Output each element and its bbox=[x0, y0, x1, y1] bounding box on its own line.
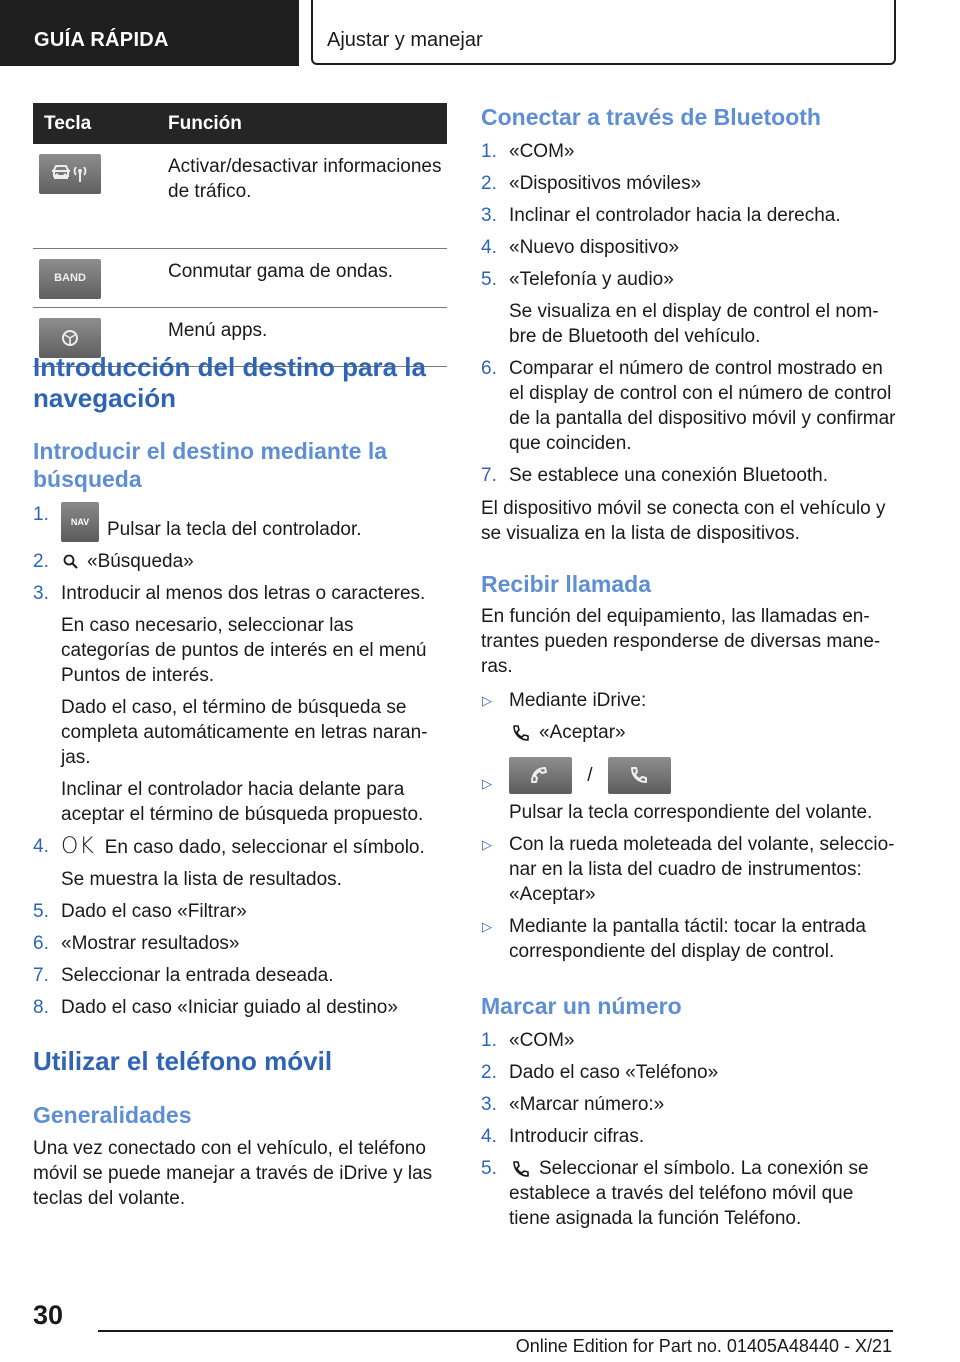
header-chapter-label: Ajustar y manejar bbox=[327, 29, 483, 51]
step-text: Dado el caso «Teléfono» bbox=[509, 1062, 719, 1083]
step-number: 5. bbox=[33, 901, 49, 922]
step-subtext: En caso necesario, seleccionar las categorías de puntos de interés en el menú Puntos de interés. bbox=[61, 615, 427, 686]
bluetooth-after-text: El dispositivo móvil se conecta con el vehículo y se visualiza en la lista de dispositivos. bbox=[481, 498, 886, 544]
step-text: Dado el caso «Iniciar guiado al destino» bbox=[61, 997, 398, 1018]
list-item bbox=[481, 1124, 897, 1149]
list-item bbox=[33, 581, 447, 827]
phone-dial-icon bbox=[511, 1159, 531, 1179]
bullet-text: Mediante iDrive: bbox=[509, 690, 647, 711]
list-item bbox=[481, 203, 897, 228]
bullet-triangle-icon: ▷ bbox=[482, 837, 492, 852]
step-text: Seleccionar el símbolo. La conexión se establece a través del teléfono móvil que tiene asignada la función Teléfono. bbox=[509, 1158, 869, 1229]
table-cell-function: Activar/desactivar informaciones de tráfico. bbox=[168, 144, 447, 248]
step-number: 2. bbox=[481, 1062, 497, 1083]
step-text: Dado el caso «Filtrar» bbox=[61, 901, 247, 922]
list-item bbox=[481, 757, 897, 825]
list-item bbox=[33, 834, 447, 892]
list-item bbox=[481, 171, 897, 196]
slash-separator: / bbox=[587, 764, 593, 786]
step-text: En caso dado, seleccionar el símbolo. bbox=[104, 837, 425, 858]
step-text: «Búsqueda» bbox=[87, 551, 194, 572]
list-item bbox=[33, 995, 447, 1020]
list-item bbox=[481, 267, 897, 349]
step-number: 4. bbox=[33, 836, 49, 857]
list-item bbox=[481, 1060, 897, 1085]
key-function-table bbox=[33, 103, 447, 367]
step-text: Comparar el número de control mostrado en el display de control con el número de control de la pantalla del dispositivo móvil y confirmar que coinciden. bbox=[509, 358, 896, 454]
step-number: 6. bbox=[33, 933, 49, 954]
list-item bbox=[33, 899, 447, 924]
list-item bbox=[481, 1092, 897, 1117]
header-section-tab bbox=[0, 0, 299, 66]
bluetooth-steps-list bbox=[481, 139, 897, 495]
list-item bbox=[481, 1156, 897, 1231]
step-text: «Dispositivos móviles» bbox=[509, 173, 702, 194]
phone-end-key-icon bbox=[608, 757, 671, 794]
bullet-text: Con la rueda moleteada del volante, seleccio‐ nar en la lista del cuadro de instrumentos: «Aceptar» bbox=[509, 834, 895, 905]
footer-edition: Online Edition for Part no. 01405A48440 - X/21 bbox=[515, 1336, 892, 1356]
nav-steps-list bbox=[33, 502, 447, 1027]
phone-section-title: Utilizar el teléfono móvil bbox=[33, 1046, 333, 1076]
step-text: Se establece una conexión Bluetooth. bbox=[509, 465, 829, 486]
step-text: «Telefonía y audio» bbox=[509, 269, 674, 290]
step-number: 1. bbox=[481, 1030, 497, 1051]
bullet-triangle-icon: ▷ bbox=[482, 776, 492, 791]
list-item bbox=[33, 502, 447, 542]
list-item bbox=[33, 963, 447, 988]
table-header-function: Función bbox=[168, 103, 447, 144]
dial-section-title: Marcar un número bbox=[481, 993, 682, 1019]
step-number: 4. bbox=[481, 1126, 497, 1147]
list-item bbox=[481, 463, 897, 488]
step-text: «COM» bbox=[509, 1030, 575, 1051]
dial-steps-list bbox=[481, 1028, 897, 1238]
phone-section-text: Una vez conectado con el vehículo, el teléfono móvil se puede manejar a través de iDrive y las teclas del volante. bbox=[33, 1138, 433, 1209]
page-number: 30 bbox=[33, 1300, 64, 1330]
step-number: 1. bbox=[481, 141, 497, 162]
table-header-key: Tecla bbox=[33, 103, 168, 144]
step-subtext: Dado el caso, el término de búsqueda se completa automáticamente en letras naran‐ jas. bbox=[61, 697, 428, 768]
receive-options-list bbox=[481, 688, 897, 971]
nav-section-subtitle: Introducir el destino mediante la búsqueda bbox=[33, 438, 388, 492]
step-text: «Nuevo dispositivo» bbox=[509, 237, 680, 258]
bullet-triangle-icon: ▷ bbox=[482, 693, 492, 708]
step-number: 3. bbox=[33, 583, 49, 604]
table-cell-function: Conmutar gama de ondas. bbox=[168, 248, 447, 307]
step-number: 1. bbox=[33, 504, 49, 525]
bullet-triangle-icon: ▷ bbox=[482, 919, 492, 934]
step-number: 3. bbox=[481, 205, 497, 226]
step-number: 8. bbox=[33, 997, 49, 1018]
list-item bbox=[481, 235, 897, 260]
step-number: 4. bbox=[481, 237, 497, 258]
step-number: 7. bbox=[481, 465, 497, 486]
step-subtext: Se visualiza en el display de control el nom‐ bre de Bluetooth del vehículo. bbox=[509, 301, 879, 347]
header-chapter-tab bbox=[311, 0, 896, 65]
bullet-subtext: Pulsar la tecla correspondiente del volante. bbox=[509, 802, 873, 823]
table-header-row bbox=[33, 103, 447, 144]
step-subtext: Inclinar el controlador hacia delante para aceptar el término de búsqueda propuesto. bbox=[61, 779, 424, 825]
band-key-icon: BAND bbox=[39, 259, 101, 299]
ok-symbol-icon: OK bbox=[61, 834, 95, 859]
phone-accept-key-icon bbox=[509, 757, 572, 794]
step-number: 3. bbox=[481, 1094, 497, 1115]
table-cell-function: Menú apps. bbox=[168, 307, 447, 366]
list-item bbox=[481, 139, 897, 164]
step-number: 7. bbox=[33, 965, 49, 986]
search-icon bbox=[63, 554, 79, 570]
table-row bbox=[33, 248, 447, 307]
list-item bbox=[481, 832, 897, 907]
step-number: 2. bbox=[481, 173, 497, 194]
table-row bbox=[33, 144, 447, 248]
phone-accept-icon bbox=[511, 723, 531, 743]
step-text: Introducir al menos dos letras o caracteres. bbox=[61, 583, 426, 604]
footer-divider bbox=[98, 1330, 893, 1332]
step-text: Seleccionar la entrada deseada. bbox=[61, 965, 334, 986]
step-number: 5. bbox=[481, 1158, 497, 1179]
step-text: Introducir cifras. bbox=[509, 1126, 645, 1147]
step-number: 5. bbox=[481, 269, 497, 290]
step-text: «COM» bbox=[509, 141, 575, 162]
phone-section-subtitle: Generalidades bbox=[33, 1102, 192, 1128]
list-item bbox=[33, 931, 447, 956]
receive-section-text: En función del equipamiento, las llamadas en‐ trantes pueden responderse de diversas mane‐ ras. bbox=[481, 606, 881, 677]
header-section-label: GUÍA RÁPIDA bbox=[34, 29, 169, 51]
list-item bbox=[481, 356, 897, 456]
list-item bbox=[481, 914, 897, 964]
step-number: 6. bbox=[481, 358, 497, 379]
step-text: Pulsar la tecla del controlador. bbox=[107, 519, 362, 540]
bullet-subtext: «Aceptar» bbox=[539, 722, 626, 743]
bullet-text: Mediante la pantalla táctil: tocar la entrada correspondiente del display de control. bbox=[509, 916, 866, 962]
step-text: «Marcar número:» bbox=[509, 1094, 665, 1115]
step-number: 2. bbox=[33, 551, 49, 572]
nav-key-icon: NAV bbox=[61, 502, 99, 542]
step-subtext: Se muestra la lista de resultados. bbox=[61, 869, 342, 890]
step-text: «Mostrar resultados» bbox=[61, 933, 240, 954]
list-item bbox=[481, 688, 897, 745]
list-item bbox=[33, 549, 447, 574]
list-item bbox=[481, 1028, 897, 1053]
bluetooth-section-title: Conectar a través de Bluetooth bbox=[481, 104, 821, 130]
nav-section-title: Introducción del destino para la navegación bbox=[33, 352, 426, 413]
step-text: Inclinar el controlador hacia la derecha. bbox=[509, 205, 841, 226]
receive-section-title: Recibir llamada bbox=[481, 571, 652, 597]
traffic-info-icon bbox=[39, 154, 101, 194]
